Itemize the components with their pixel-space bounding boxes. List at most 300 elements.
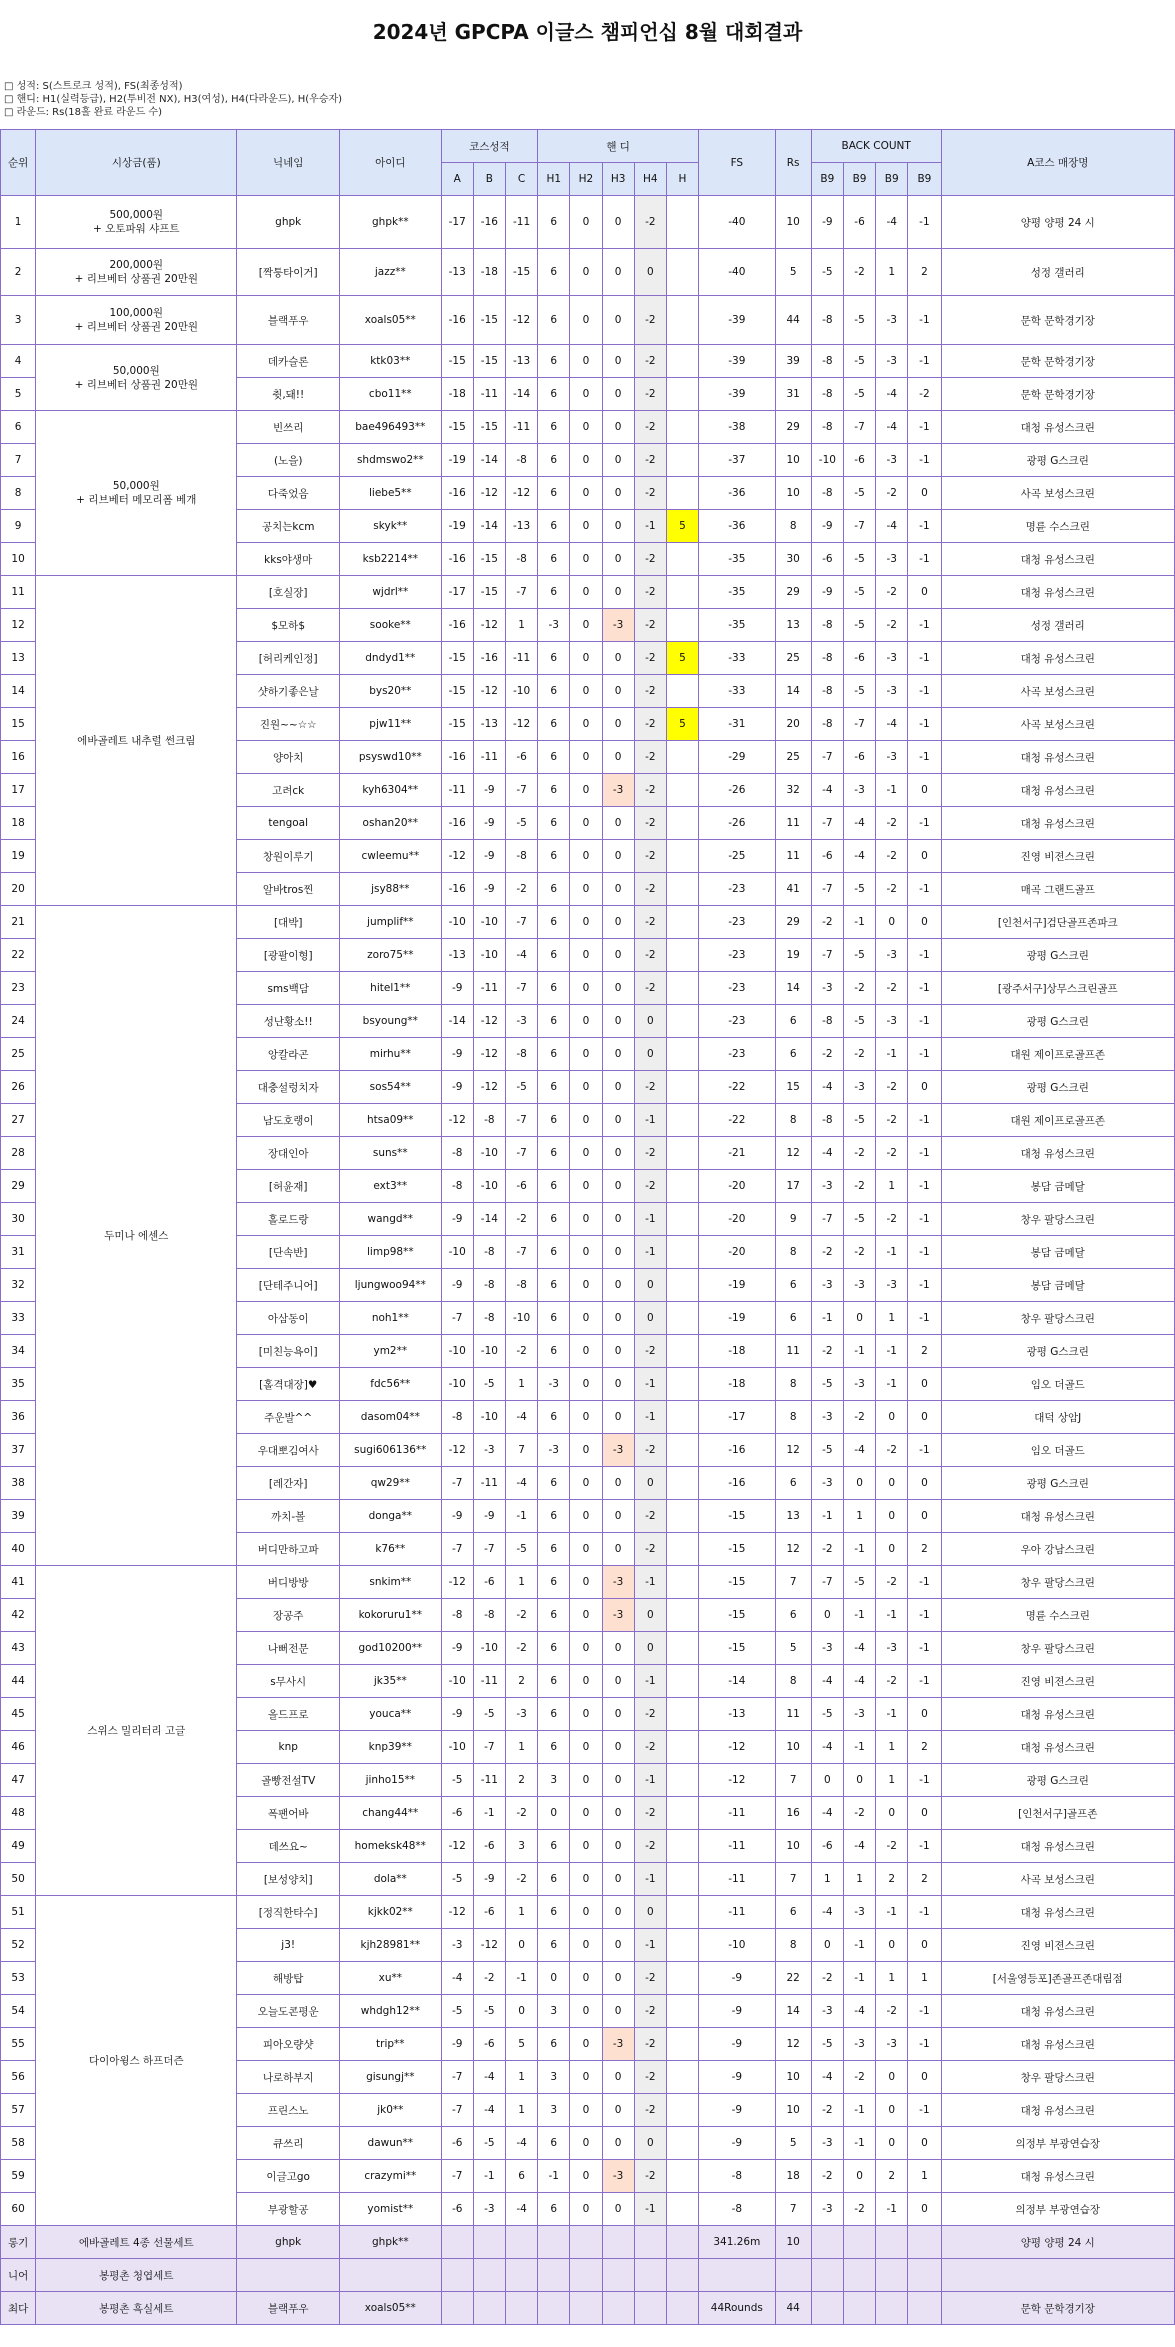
rs-cell: 10 bbox=[775, 1830, 811, 1863]
h2-cell: 0 bbox=[570, 345, 602, 378]
h1-cell: -1 bbox=[538, 2160, 570, 2193]
header-back-count: BACK COUNT bbox=[811, 130, 941, 163]
id-cell: cbo11** bbox=[340, 378, 442, 411]
b9-cell: -2 bbox=[843, 1797, 875, 1830]
id-cell: kjh28981** bbox=[340, 1929, 442, 1962]
h-cell bbox=[666, 543, 698, 576]
nickname-cell: 큐쓰리 bbox=[237, 2127, 340, 2160]
h-cell bbox=[666, 411, 698, 444]
footer-empty-cell bbox=[538, 2259, 570, 2292]
footer-store-cell bbox=[941, 2259, 1174, 2292]
store-cell: 봉담 금메달 bbox=[941, 1236, 1174, 1269]
h2-cell: 0 bbox=[570, 2028, 602, 2061]
b9-cell: -2 bbox=[876, 1071, 908, 1104]
h4-cell: -2 bbox=[634, 2061, 666, 2094]
nickname-cell: 진원~~☆☆ bbox=[237, 708, 340, 741]
footer-rs-cell: 10 bbox=[775, 2226, 811, 2259]
id-cell: knp39** bbox=[340, 1731, 442, 1764]
id-cell: crazymi** bbox=[340, 2160, 442, 2193]
fs-cell: -23 bbox=[699, 1005, 775, 1038]
course-b-cell: -5 bbox=[473, 2127, 505, 2160]
fs-cell: -26 bbox=[699, 807, 775, 840]
course-c-cell: 7 bbox=[505, 1434, 537, 1467]
h4-cell: -2 bbox=[634, 196, 666, 249]
course-c-cell: -3 bbox=[505, 1005, 537, 1038]
b9-cell: -2 bbox=[908, 378, 941, 411]
h2-cell: 0 bbox=[570, 2094, 602, 2127]
course-a-cell: -10 bbox=[441, 1665, 473, 1698]
b9-cell: -3 bbox=[811, 1995, 843, 2028]
store-cell: 창우 팔당스크린 bbox=[941, 2061, 1174, 2094]
course-b-cell: -11 bbox=[473, 741, 505, 774]
b9-cell: -1 bbox=[908, 642, 941, 675]
h2-cell: 0 bbox=[570, 1896, 602, 1929]
h2-cell: 0 bbox=[570, 1797, 602, 1830]
store-cell: 대청 유성스크린 bbox=[941, 642, 1174, 675]
course-b-cell: -11 bbox=[473, 1764, 505, 1797]
h-cell bbox=[666, 1698, 698, 1731]
course-b-cell: -3 bbox=[473, 2193, 505, 2226]
course-b-cell: -15 bbox=[473, 576, 505, 609]
nickname-cell: 공치는kcm bbox=[237, 510, 340, 543]
rank-cell: 5 bbox=[1, 378, 36, 411]
h2-cell: 0 bbox=[570, 1203, 602, 1236]
rank-cell: 35 bbox=[1, 1368, 36, 1401]
b9-cell: -4 bbox=[811, 1071, 843, 1104]
b9-cell: -2 bbox=[876, 477, 908, 510]
header-b9-2: B9 bbox=[843, 163, 875, 196]
course-c-cell: -2 bbox=[505, 1599, 537, 1632]
course-a-cell: -16 bbox=[441, 873, 473, 906]
fs-cell: -11 bbox=[699, 1830, 775, 1863]
h3-cell: -3 bbox=[602, 2160, 634, 2193]
course-a-cell: -9 bbox=[441, 1698, 473, 1731]
course-a-cell: -11 bbox=[441, 774, 473, 807]
b9-cell: 0 bbox=[908, 1698, 941, 1731]
b9-cell: -1 bbox=[843, 1929, 875, 1962]
h-cell bbox=[666, 1302, 698, 1335]
h4-cell: -2 bbox=[634, 411, 666, 444]
course-c-cell: -12 bbox=[505, 708, 537, 741]
h3-cell: 0 bbox=[602, 196, 634, 249]
id-cell: liebe5** bbox=[340, 477, 442, 510]
rs-cell: 14 bbox=[775, 675, 811, 708]
h2-cell: 0 bbox=[570, 1269, 602, 1302]
rank-cell: 50 bbox=[1, 1863, 36, 1896]
h1-cell: 6 bbox=[538, 1533, 570, 1566]
course-a-cell: -5 bbox=[441, 1995, 473, 2028]
b9-cell: -4 bbox=[811, 1665, 843, 1698]
prize-cell bbox=[36, 1566, 237, 1896]
h-cell bbox=[666, 1203, 698, 1236]
b9-cell: -3 bbox=[811, 972, 843, 1005]
store-cell: 대청 유성스크린 bbox=[941, 411, 1174, 444]
prize-line: + 오토파워 샤프트 bbox=[93, 223, 180, 235]
fs-cell: -9 bbox=[699, 2028, 775, 2061]
course-c-cell: -5 bbox=[505, 1533, 537, 1566]
h2-cell: 0 bbox=[570, 296, 602, 345]
h4-cell: 0 bbox=[634, 1005, 666, 1038]
store-cell: 문학 문학경기장 bbox=[941, 378, 1174, 411]
b9-cell: -5 bbox=[843, 576, 875, 609]
course-b-cell: -10 bbox=[473, 1401, 505, 1434]
rank-cell: 7 bbox=[1, 444, 36, 477]
course-c-cell: -12 bbox=[505, 296, 537, 345]
rank-cell: 3 bbox=[1, 296, 36, 345]
course-a-cell: -8 bbox=[441, 1401, 473, 1434]
h3-cell: 0 bbox=[602, 543, 634, 576]
h-cell bbox=[666, 1533, 698, 1566]
b9-cell: 0 bbox=[876, 1797, 908, 1830]
nickname-cell: 다죽었음 bbox=[237, 477, 340, 510]
h1-cell: 6 bbox=[538, 2127, 570, 2160]
table-row bbox=[1, 1566, 1175, 1599]
h2-cell: 0 bbox=[570, 1434, 602, 1467]
fs-cell: -12 bbox=[699, 1731, 775, 1764]
h-cell bbox=[666, 296, 698, 345]
course-b-cell: -10 bbox=[473, 1170, 505, 1203]
course-a-cell: -9 bbox=[441, 1632, 473, 1665]
h4-cell: -1 bbox=[634, 1104, 666, 1137]
rs-cell: 12 bbox=[775, 1434, 811, 1467]
h4-cell: -2 bbox=[634, 296, 666, 345]
b9-cell: -6 bbox=[811, 543, 843, 576]
b9-cell: -3 bbox=[843, 2028, 875, 2061]
b9-cell: -5 bbox=[843, 609, 875, 642]
b9-cell: -1 bbox=[908, 609, 941, 642]
h4-cell: 0 bbox=[634, 1632, 666, 1665]
fs-cell: -15 bbox=[699, 1566, 775, 1599]
h1-cell: 3 bbox=[538, 1764, 570, 1797]
b9-cell: 2 bbox=[908, 1335, 941, 1368]
header-b9-1: B9 bbox=[811, 163, 843, 196]
footer-empty-cell bbox=[473, 2259, 505, 2292]
h-cell bbox=[666, 1104, 698, 1137]
store-cell: 대청 유성스크린 bbox=[941, 2094, 1174, 2127]
rank-cell: 57 bbox=[1, 2094, 36, 2127]
id-cell: gisungj** bbox=[340, 2061, 442, 2094]
h1-cell: 6 bbox=[538, 345, 570, 378]
footer-empty-cell bbox=[602, 2259, 634, 2292]
rank-cell: 56 bbox=[1, 2061, 36, 2094]
fs-cell: -16 bbox=[699, 1467, 775, 1500]
fs-cell: -21 bbox=[699, 1137, 775, 1170]
id-cell: trip** bbox=[340, 2028, 442, 2061]
course-b-cell: -9 bbox=[473, 1500, 505, 1533]
fs-cell: -11 bbox=[699, 1863, 775, 1896]
b9-cell: -2 bbox=[843, 1401, 875, 1434]
course-a-cell: -9 bbox=[441, 972, 473, 1005]
h-cell bbox=[666, 1137, 698, 1170]
h3-cell: 0 bbox=[602, 2061, 634, 2094]
b9-cell: -8 bbox=[811, 1104, 843, 1137]
h1-cell: 0 bbox=[538, 1797, 570, 1830]
footer-empty-cell bbox=[876, 2226, 908, 2259]
b9-cell: -4 bbox=[811, 774, 843, 807]
fs-cell: -22 bbox=[699, 1104, 775, 1137]
rank-cell: 2 bbox=[1, 249, 36, 296]
h-cell bbox=[666, 972, 698, 1005]
course-c-cell: -2 bbox=[505, 1632, 537, 1665]
h2-cell: 0 bbox=[570, 1170, 602, 1203]
h4-cell: -1 bbox=[634, 510, 666, 543]
h-cell bbox=[666, 1896, 698, 1929]
h2-cell: 0 bbox=[570, 196, 602, 249]
h1-cell: 6 bbox=[538, 1269, 570, 1302]
footer-prize-cell: 봉평촌 흑실세트 bbox=[36, 2292, 237, 2325]
prize-cell bbox=[36, 1896, 237, 2226]
course-c-cell: 1 bbox=[505, 1368, 537, 1401]
course-a-cell: -9 bbox=[441, 1203, 473, 1236]
store-cell: 대청 유성스크린 bbox=[941, 1500, 1174, 1533]
h3-cell: 0 bbox=[602, 1203, 634, 1236]
b9-cell: -5 bbox=[843, 675, 875, 708]
h4-cell: -2 bbox=[634, 444, 666, 477]
nickname-cell: [대박] bbox=[237, 906, 340, 939]
nickname-cell: 데쓰요~ bbox=[237, 1830, 340, 1863]
id-cell: hitel1** bbox=[340, 972, 442, 1005]
h2-cell: 0 bbox=[570, 249, 602, 296]
header-id: 아이디 bbox=[340, 130, 442, 196]
h3-cell: 0 bbox=[602, 1467, 634, 1500]
nickname-cell: (노을) bbox=[237, 444, 340, 477]
course-a-cell: -15 bbox=[441, 345, 473, 378]
rs-cell: 16 bbox=[775, 1797, 811, 1830]
id-cell: kokoruru1** bbox=[340, 1599, 442, 1632]
course-a-cell: -16 bbox=[441, 807, 473, 840]
b9-cell: 0 bbox=[908, 774, 941, 807]
course-a-cell: -6 bbox=[441, 2127, 473, 2160]
b9-cell: 2 bbox=[908, 1731, 941, 1764]
h3-cell: 0 bbox=[602, 1764, 634, 1797]
h-cell bbox=[666, 1764, 698, 1797]
b9-cell: -1 bbox=[908, 1005, 941, 1038]
h3-cell: 0 bbox=[602, 1038, 634, 1071]
b9-cell: -2 bbox=[843, 1236, 875, 1269]
footer-empty-cell bbox=[441, 2259, 473, 2292]
b9-cell: -1 bbox=[876, 1368, 908, 1401]
nickname-cell: [단속반] bbox=[237, 1236, 340, 1269]
footer-rs-cell bbox=[775, 2259, 811, 2292]
h3-cell: 0 bbox=[602, 1137, 634, 1170]
h1-cell: 6 bbox=[538, 741, 570, 774]
course-a-cell: -16 bbox=[441, 609, 473, 642]
course-a-cell: -12 bbox=[441, 1830, 473, 1863]
h3-cell: 0 bbox=[602, 1665, 634, 1698]
h-cell: 5 bbox=[666, 510, 698, 543]
rs-cell: 10 bbox=[775, 1731, 811, 1764]
h3-cell: 0 bbox=[602, 1236, 634, 1269]
h4-cell: -2 bbox=[634, 972, 666, 1005]
b9-cell: -2 bbox=[876, 807, 908, 840]
course-b-cell: -4 bbox=[473, 2094, 505, 2127]
rs-cell: 8 bbox=[775, 1929, 811, 1962]
course-b-cell: -12 bbox=[473, 1005, 505, 1038]
page-title: 2024년 GPCPA 이글스 챔피언십 8월 대회결과 bbox=[372, 20, 803, 44]
h4-cell: -1 bbox=[634, 1566, 666, 1599]
rank-cell: 40 bbox=[1, 1533, 36, 1566]
h1-cell: 6 bbox=[538, 708, 570, 741]
rs-cell: 7 bbox=[775, 1566, 811, 1599]
nickname-cell: kks야생마 bbox=[237, 543, 340, 576]
h3-cell: 0 bbox=[602, 741, 634, 774]
nickname-cell: [레간자] bbox=[237, 1467, 340, 1500]
store-cell: 문학 문학경기장 bbox=[941, 345, 1174, 378]
b9-cell: -7 bbox=[811, 873, 843, 906]
b9-cell: -6 bbox=[843, 642, 875, 675]
rs-cell: 8 bbox=[775, 1104, 811, 1137]
id-cell: homeksk48** bbox=[340, 1830, 442, 1863]
course-b-cell: -9 bbox=[473, 840, 505, 873]
rs-cell: 11 bbox=[775, 840, 811, 873]
b9-cell: 2 bbox=[876, 1863, 908, 1896]
rank-cell: 48 bbox=[1, 1797, 36, 1830]
course-a-cell: -5 bbox=[441, 1764, 473, 1797]
id-cell: fdc56** bbox=[340, 1368, 442, 1401]
b9-cell: -1 bbox=[908, 2028, 941, 2061]
fs-cell: -35 bbox=[699, 609, 775, 642]
h2-cell: 0 bbox=[570, 543, 602, 576]
h1-cell: 6 bbox=[538, 1203, 570, 1236]
rs-cell: 8 bbox=[775, 1401, 811, 1434]
b9-cell: -4 bbox=[876, 378, 908, 411]
h-cell bbox=[666, 1038, 698, 1071]
footer-empty-cell bbox=[634, 2259, 666, 2292]
course-b-cell: -4 bbox=[473, 2061, 505, 2094]
course-c-cell: -4 bbox=[505, 2127, 537, 2160]
h2-cell: 0 bbox=[570, 774, 602, 807]
rank-cell: 14 bbox=[1, 675, 36, 708]
store-cell: 창우 팔당스크린 bbox=[941, 1632, 1174, 1665]
b9-cell: -5 bbox=[811, 1698, 843, 1731]
b9-cell: -1 bbox=[843, 1962, 875, 1995]
b9-cell: 0 bbox=[908, 1401, 941, 1434]
h1-cell: 6 bbox=[538, 1104, 570, 1137]
rs-cell: 14 bbox=[775, 972, 811, 1005]
h1-cell: 6 bbox=[538, 1665, 570, 1698]
h-cell bbox=[666, 1830, 698, 1863]
rank-cell: 26 bbox=[1, 1071, 36, 1104]
b9-cell: -1 bbox=[876, 774, 908, 807]
rs-cell: 20 bbox=[775, 708, 811, 741]
store-cell: 매곡 그랜드골프 bbox=[941, 873, 1174, 906]
b9-cell: -1 bbox=[908, 1665, 941, 1698]
store-cell: 임오 더골드 bbox=[941, 1368, 1174, 1401]
course-c-cell: -7 bbox=[505, 906, 537, 939]
course-a-cell: -5 bbox=[441, 1863, 473, 1896]
course-b-cell: -9 bbox=[473, 1863, 505, 1896]
rank-cell: 30 bbox=[1, 1203, 36, 1236]
results-body bbox=[1, 196, 1175, 2325]
id-cell: kjkk02** bbox=[340, 1896, 442, 1929]
course-c-cell: -8 bbox=[505, 1038, 537, 1071]
fs-cell: -37 bbox=[699, 444, 775, 477]
b9-cell: -2 bbox=[811, 906, 843, 939]
course-b-cell: -5 bbox=[473, 1698, 505, 1731]
course-c-cell: -4 bbox=[505, 939, 537, 972]
fs-cell: -16 bbox=[699, 1434, 775, 1467]
nickname-cell: $모하$ bbox=[237, 609, 340, 642]
rs-cell: 7 bbox=[775, 1863, 811, 1896]
prize-line: 두미나 에센스 bbox=[104, 1229, 169, 1242]
b9-cell: -8 bbox=[811, 642, 843, 675]
h4-cell: -2 bbox=[634, 675, 666, 708]
footer-fs-cell bbox=[699, 2259, 775, 2292]
h2-cell: 0 bbox=[570, 1533, 602, 1566]
b9-cell: 2 bbox=[908, 249, 941, 296]
fs-cell: -38 bbox=[699, 411, 775, 444]
footer-store-cell: 양평 양평 24 시 bbox=[941, 2226, 1174, 2259]
h4-cell: -2 bbox=[634, 1731, 666, 1764]
course-a-cell: -8 bbox=[441, 1170, 473, 1203]
h1-cell: 6 bbox=[538, 249, 570, 296]
nickname-cell: 고려ck bbox=[237, 774, 340, 807]
b9-cell: 2 bbox=[908, 1863, 941, 1896]
rs-cell: 8 bbox=[775, 1368, 811, 1401]
h4-cell: -2 bbox=[634, 1170, 666, 1203]
h2-cell: 0 bbox=[570, 510, 602, 543]
b9-cell: -3 bbox=[843, 1896, 875, 1929]
h-cell bbox=[666, 2193, 698, 2226]
h3-cell: 0 bbox=[602, 906, 634, 939]
course-c-cell: -5 bbox=[505, 1071, 537, 1104]
b9-cell: -2 bbox=[876, 1830, 908, 1863]
footer-empty-cell bbox=[811, 2292, 843, 2325]
nickname-cell: 홀로드랑 bbox=[237, 1203, 340, 1236]
b9-cell: 0 bbox=[811, 1929, 843, 1962]
b9-cell: -1 bbox=[843, 1533, 875, 1566]
nickname-cell: j3! bbox=[237, 1929, 340, 1962]
b9-cell: -8 bbox=[811, 708, 843, 741]
nickname-cell: 장대인아 bbox=[237, 1137, 340, 1170]
fs-cell: -8 bbox=[699, 2193, 775, 2226]
id-cell: limp98** bbox=[340, 1236, 442, 1269]
b9-cell: 0 bbox=[908, 2127, 941, 2160]
b9-cell: -2 bbox=[876, 1566, 908, 1599]
b9-cell: -2 bbox=[876, 609, 908, 642]
b9-cell: 1 bbox=[876, 1731, 908, 1764]
footer-empty-cell bbox=[843, 2259, 875, 2292]
b9-cell: 0 bbox=[876, 2127, 908, 2160]
h-cell bbox=[666, 2061, 698, 2094]
h2-cell: 0 bbox=[570, 1401, 602, 1434]
b9-cell: -3 bbox=[876, 1632, 908, 1665]
course-a-cell: -14 bbox=[441, 1005, 473, 1038]
h3-cell: 0 bbox=[602, 1698, 634, 1731]
b9-cell: -3 bbox=[843, 1698, 875, 1731]
b9-cell: -3 bbox=[876, 1269, 908, 1302]
store-cell: 대청 유성스크린 bbox=[941, 807, 1174, 840]
nickname-cell: [미친능욕이] bbox=[237, 1335, 340, 1368]
course-a-cell: -7 bbox=[441, 2061, 473, 2094]
fs-cell: -23 bbox=[699, 873, 775, 906]
course-b-cell: -9 bbox=[473, 873, 505, 906]
nickname-cell: [짝퉁타이거] bbox=[237, 249, 340, 296]
b9-cell: -1 bbox=[908, 1269, 941, 1302]
prize-line: 스위스 밀리터리 고글 bbox=[87, 1724, 186, 1737]
store-cell: 대청 유성스크린 bbox=[941, 2160, 1174, 2193]
h1-cell: 6 bbox=[538, 477, 570, 510]
rank-cell: 42 bbox=[1, 1599, 36, 1632]
b9-cell: 0 bbox=[908, 906, 941, 939]
nickname-cell: 까치-볼 bbox=[237, 1500, 340, 1533]
h1-cell: 6 bbox=[538, 873, 570, 906]
nickname-cell: [단테주니어] bbox=[237, 1269, 340, 1302]
footer-empty-cell bbox=[441, 2226, 473, 2259]
course-c-cell: -8 bbox=[505, 840, 537, 873]
course-a-cell: -10 bbox=[441, 1731, 473, 1764]
course-b-cell: -16 bbox=[473, 642, 505, 675]
